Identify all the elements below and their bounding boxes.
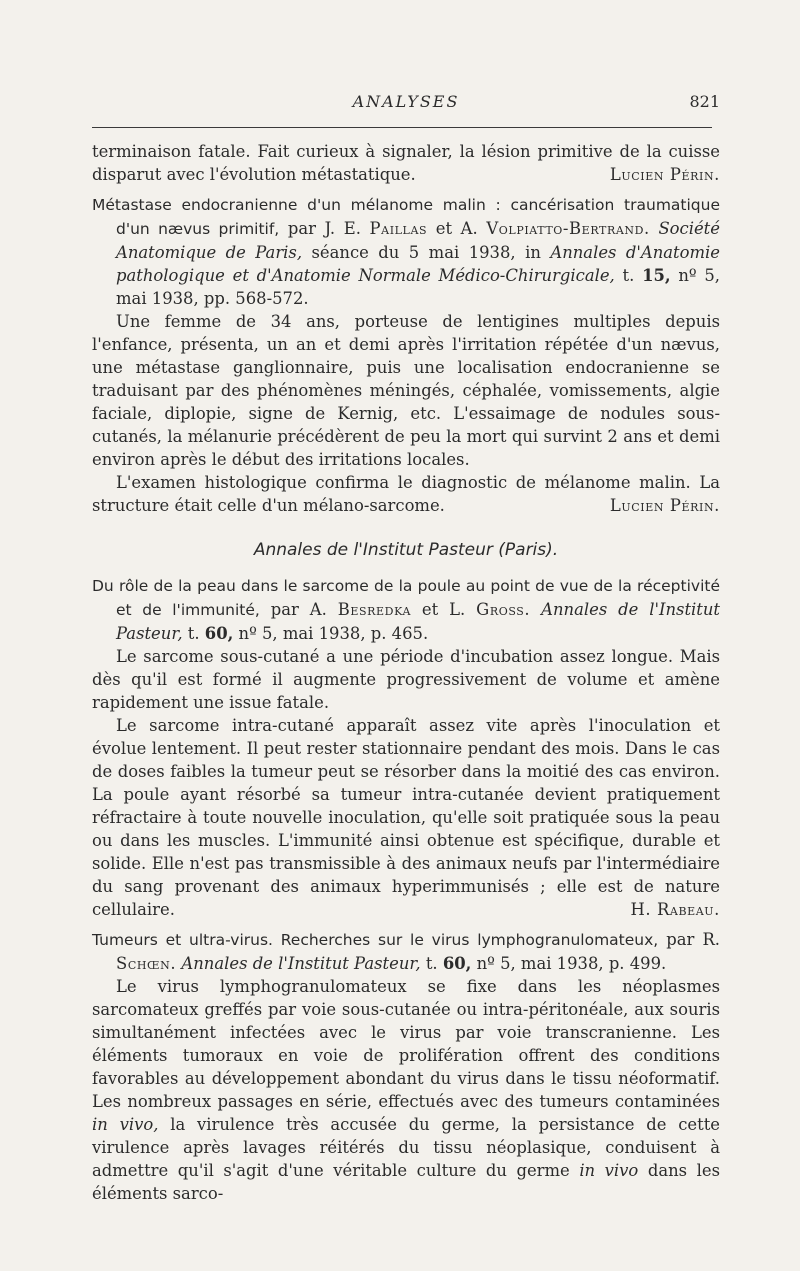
article-heading: Du rôle de la peau dans le sarcome de la poule au point de vue de la réceptivité et de l'immunité, par A. Besredka et L. Gross. Annales de l'Institut Pasteur, t. 60, nº 5, mai 1938, p. 465. [92,577,720,643]
abstract-paragraph: Une femme de 34 ans, porteuse de lentigines multiples depuis l'enfance, présenta, un an et demi après l'irritation répétée d'un nævus, une métastase ganglionnaire, puis une localisation endocranienne se traduisant par des phénomènes méningés, céphalée, vomissements, algie faciale, diplopie, signe de Kernig, etc. L'essaimage de nodules sous-cutanés, la mélanurie précédèrent de peu la mort qui survint 2 ans et demi environ après le début des irritations locales. [92,312,720,469]
signature: H. Rabeau. [630,900,720,919]
article-heading: Métastase endocranienne d'un mélanome malin : cancérisation traumatique d'un nævus primitif, par J. E. Paillas et A. Volpiatto-Bertrand. Société Anatomique de Paris, séance du 5 mai 1938, in Annales d'Anatomie pathologique et d'Anatomie Normale Médico-Chirurgicale, t. 15, nº 5, mai 1938, pp. 568-572. [92,196,720,308]
page-number: 821 [689,92,720,111]
article-heading: Tumeurs et ultra-virus. Recherches sur le virus lymphogranulomateux, par R. Schœn. Annales de l'Institut Pasteur, t. 60, nº 5, mai 1938, p. 499. [92,930,720,973]
volume: 60, [204,624,234,643]
running-title: ANALYSES [352,92,460,111]
signature: Lucien Périn. [609,165,720,184]
journal-section-title: Annales de l'Institut Pasteur (Paris). [253,540,559,560]
abstract-paragraph: Le sarcome intra-cutané apparaît assez vite après l'inoculation et évolue lentement. Il peut rester stationnaire pendant des mois. Dans le cas de doses faibles la tumeur peut se résorber dans la moitié des cas environ. La poule ayant résorbé sa tumeur intra-cutanée devient pratiquement réfractaire à toute nouvelle inoculation, qu'elle soit pratiquée sous la peau ou dans les muscles. L'immunité ainsi obtenue est spécifique, durable et solide. Elle n'est pas transmissible à des animaux neufs par l'intermédiaire du sang provenant des animaux hyperimmunisés ; elle est de nature cellulaire. H. Rabeau. [92,716,720,919]
article-title: Du rôle de la peau dans le sarcome de la poule au point de vue de la réceptivité et de l'immunité, [92,577,720,619]
author: Gross. [476,600,531,619]
abstract-paragraph: L'examen histologique confirma le diagnostic de mélanome malin. La structure était celle d'un mélano-sarcome. Lucien Périn. [92,473,720,515]
abstract-paragraph: Le sarcome sous-cutané a une période d'incubation assez longue. Mais dès qu'il est formé il augmente progressivement de volume et amène rapidement une issue fatale. [92,647,720,712]
signature: Lucien Périn. [609,496,720,515]
author: Schœn. [116,954,177,973]
fragment-paragraph: terminaison fatale. Fait curieux à signaler, la lésion primitive de la cuisse disparut avec l'évolution métastatique. Lucien Périn. [92,142,720,184]
author: Volpiatto-Bertrand. [486,219,650,238]
abstract-paragraph: Le virus lymphogranulomateux se fixe dans les néoplasmes sarcomateux greffés par voie sous-cutanée ou intra-péritonéale, aux souris simultanément infectées avec le virus par voie transcranienne. Les éléments tumoraux en voie de prolifération offrent des conditions favorables au développement abondant du virus dans le tissu néoformatif. Les nombreux passages en série, effectués avec des tumeurs contaminées in vivo, la virulence très accusée du germe, la persistance de cette virulence après lavages réitérés du tissu néoplasique, conduisent à admettre qu'il s'agit d'une véritable culture du germe in vivo dans les éléments sarco- [92,977,720,1203]
volume: 60, [442,954,472,973]
running-head [92,92,720,116]
journal-name: Annales de l'Institut Pasteur, [116,600,720,643]
article-title: Métastase endocranienne d'un mélanome malin : cancérisation traumatique d'un nævus primitif, [92,196,720,238]
source: Société Anatomique de Paris, [116,219,720,262]
header-rule [92,127,712,128]
author: Paillas [369,219,428,238]
volume: 15, [642,266,671,285]
journal-name: Annales d'Anatomie pathologique et d'Anatomie Normale Médico-Chirurgicale, [116,243,720,285]
body-text [92,140,720,1205]
journal-name: Annales de l'Institut Pasteur, [181,954,421,973]
article-title: Tumeurs et ultra-virus. Recherches sur le virus lymphogranulomateux, [92,931,659,949]
author: Besredka [337,600,411,619]
